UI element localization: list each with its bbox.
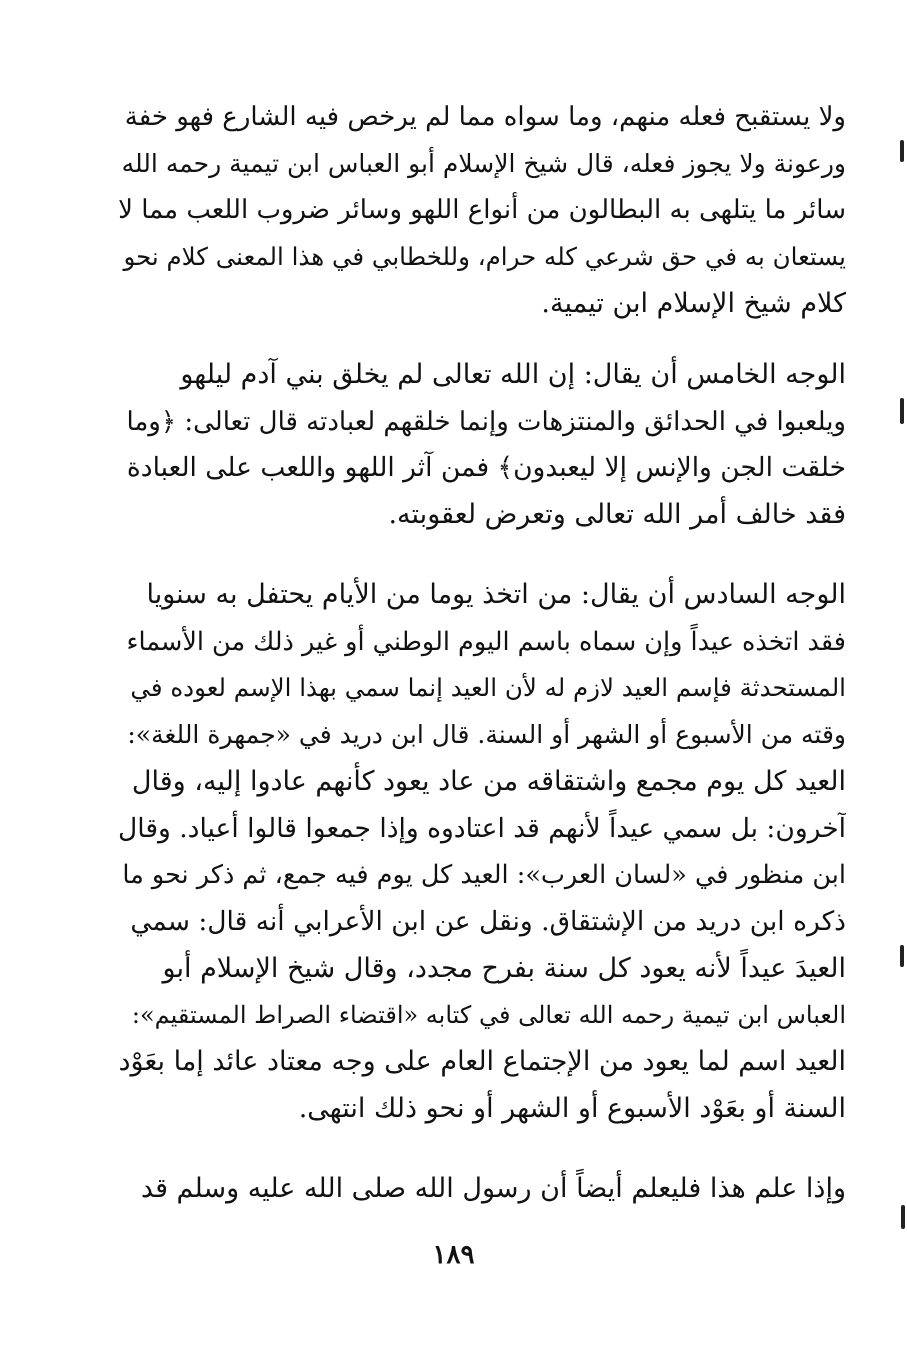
text-line: المستحدثة فإسم العيد لازم له لأن العيد إنما سمي بهذا الإسم لعوده في xyxy=(130,673,846,703)
text-line: العيد اسم لما يعود من الإجتماع العام على وجه معتاد عائد إما بعَوْد xyxy=(118,1046,846,1078)
text-line: سائر ما يتلهى به البطالون من أنواع اللهو وسائر ضروب اللعب مما لا xyxy=(118,195,846,226)
scan-edge-mark xyxy=(900,140,904,162)
text-line: فقد اتخذه عيداً وإن سماه باسم اليوم الوطني أو غير ذلك من الأسماء xyxy=(126,626,846,657)
scan-edge-mark xyxy=(900,398,904,424)
text-line: ذكره ابن دريد من الإشتقاق. ونقل عن ابن الأعرابي أنه قال: سمي xyxy=(130,905,846,937)
text-line: العيدَ عيداً لأنه يعود كل سنة بفرح مجدد، وقال شيخ الإسلام أبو xyxy=(162,952,846,984)
text-line: ابن منظور في «لسان العرب»: العيد كل يوم فيه جمع، ثم ذكر نحو ما xyxy=(122,860,846,891)
scan-edge-mark xyxy=(901,1205,905,1229)
text-line: ويلعبوا في الحدائق والمنتزهات وإنما خلقهم لعبادته قال تعالى: ﴿وما xyxy=(126,406,846,437)
page-number: ١٨٩ xyxy=(432,1240,475,1270)
text-line: وقته من الأسبوع أو الشهر أو السنة. قال ابن دريد في «جمهرة اللغة»: xyxy=(127,720,846,750)
text-line: خلقت الجن والإنس إلا ليعبدون﴾ فمن آثر اللهو واللعب على العبادة xyxy=(126,452,846,484)
text-line: آخرون: بل سمي عيداً لأنهم قد اعتادوه وإذا جمعوا قالوا أعياد. وقال xyxy=(118,812,846,844)
text-line: العيد كل يوم مجمع واشتقاقه من عاد يعود كأنهم عادوا إليه، وقال xyxy=(131,765,846,797)
scan-edge-mark xyxy=(900,945,904,967)
text-line: العباس ابن تيمية رحمه الله تعالى في كتابه «اقتضاء الصراط المستقيم»: xyxy=(131,1001,846,1030)
text-line: وإذا علم هذا فليعلم أيضاً أن رسول الله صلى الله عليه وسلم قد xyxy=(140,1173,846,1204)
paragraph-1 xyxy=(118,94,846,328)
paragraph-3 xyxy=(118,572,846,1132)
text-line: الوجه السادس أن يقال: من اتخذ يوما من الأيام يحتفل به سنويا xyxy=(146,579,846,610)
text-line: ورعونة ولا يجوز فعله، قال شيخ الإسلام أبو العباس ابن تيمية رحمه الله xyxy=(121,148,846,178)
text-line: فقد خالف أمر الله تعالى وتعرض لعقوبته. xyxy=(388,499,846,531)
text-line: الوجه الخامس أن يقال: إن الله تعالى لم يخلق بني آدم ليلهو xyxy=(180,359,846,390)
text-line: يستعان به في حق شرعي كله حرام، وللخطابي في هذا المعنى كلام نحو xyxy=(123,242,846,272)
text-line: ولا يستقبح فعله منهم، وما سواه مما لم يرخص فيه الشارع فهو خفة xyxy=(124,102,846,132)
text-line: كلام شيخ الإسلام ابن تيمية. xyxy=(541,287,846,319)
paragraph-2 xyxy=(118,352,846,539)
text-line: السنة أو بعَوْد الأسبوع أو الشهر أو نحو ذلك انتهى. xyxy=(298,1092,846,1124)
paragraph-4 xyxy=(118,1166,846,1213)
